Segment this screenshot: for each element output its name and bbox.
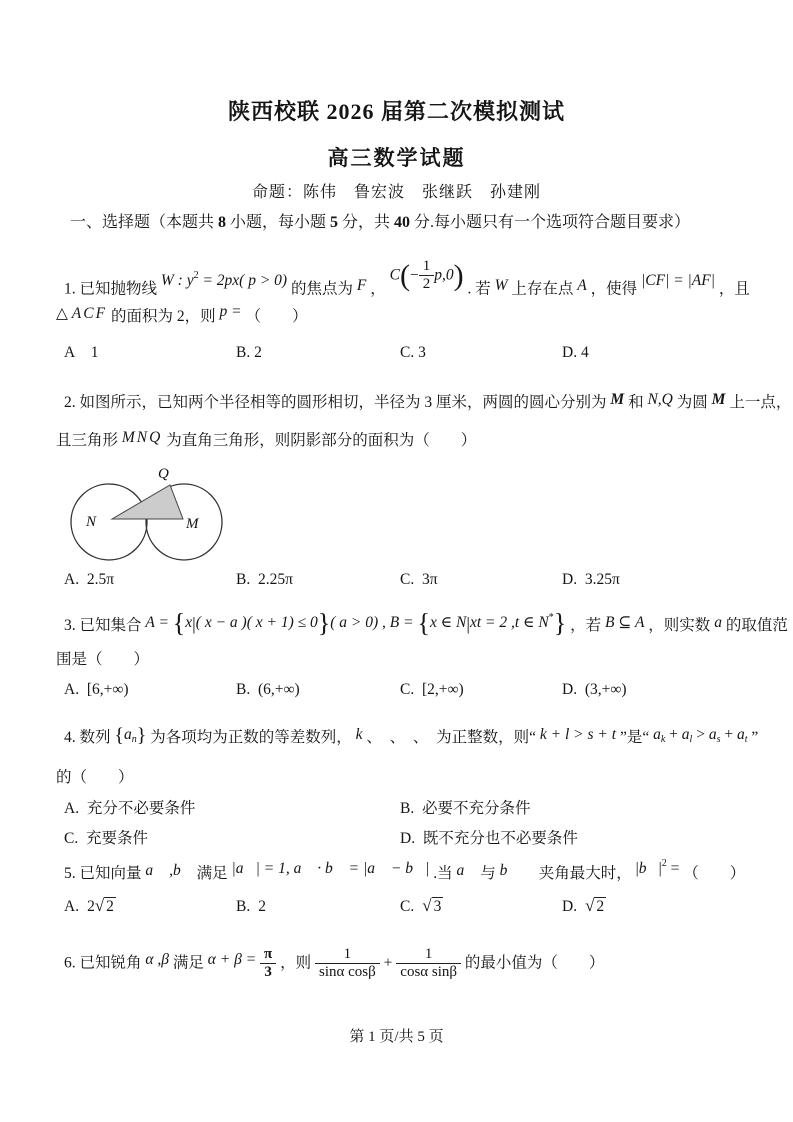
- option-label: C.: [400, 898, 415, 915]
- page-number: 第 1 页/共 5 页: [349, 1029, 444, 1045]
- subscript-n: n: [131, 734, 137, 745]
- q4-answer-blank: 的（ ）: [56, 769, 134, 786]
- page-title: 陕西校联 2026 届第二次模拟测试: [227, 99, 565, 124]
- q4-option-b: B. 必要不充分条件: [400, 800, 531, 817]
- q1-text: 的焦点为: [290, 280, 353, 298]
- q2-figure: [58, 462, 248, 577]
- vector-b: b⃗: [638, 860, 659, 877]
- radical-sign: √: [422, 896, 432, 915]
- q5-text: 与: [480, 865, 496, 882]
- question-5-line: [64, 858, 745, 885]
- q1-parabola-formula: [161, 265, 287, 292]
- q4-text: 数列: [79, 729, 111, 746]
- var-M: M: [610, 391, 625, 408]
- q2-number: 2.: [64, 394, 76, 411]
- q3-options: [0, 681, 793, 707]
- angle-sum-formula: α + β =: [207, 951, 257, 969]
- minus-sign: −: [409, 266, 419, 284]
- page-footer: [0, 1025, 793, 1046]
- formula-part: A =: [145, 614, 169, 631]
- q4-text: 为各项均为正数的等差数列，: [150, 729, 352, 746]
- subscript: t: [744, 734, 748, 745]
- q4-option-a: A. 充分不必要条件: [64, 800, 196, 817]
- section-1-header: [70, 209, 690, 232]
- q1-answer-blank: （ ）: [245, 308, 308, 325]
- q1-text: . 若: [467, 280, 491, 298]
- q2-text: 且三角形: [56, 432, 119, 449]
- klst-inequality: k + l > s + t: [539, 726, 617, 743]
- q3-text: 的取值范: [725, 617, 788, 634]
- question-2-line-1: [64, 392, 791, 414]
- q4-number: 4.: [64, 729, 76, 746]
- q3-option-b: B. (6,+∞): [236, 681, 300, 698]
- formula-part: x ∈ N: [429, 614, 467, 631]
- q4-option-c: C. 充要条件: [64, 830, 148, 847]
- q4-option-d: D. 既不充分也不必要条件: [400, 830, 578, 847]
- label-m: M: [186, 516, 199, 532]
- sequence-an: [114, 724, 146, 751]
- question-3-line-2: [56, 649, 149, 671]
- q4-text: 、 、 、 为正整数，则“: [366, 729, 537, 746]
- q5-text: 满足: [196, 865, 228, 882]
- circle-n: [71, 484, 147, 560]
- q3-option-a: A. [6,+∞): [64, 681, 129, 698]
- subscript: k: [660, 734, 666, 745]
- vectors-ab: a⃗ ,b⃗: [145, 862, 193, 879]
- exponent: 2: [193, 270, 199, 282]
- angles-alpha-beta: α ,β: [145, 951, 169, 969]
- vector-b: b⃗: [499, 862, 520, 879]
- q1-option-c: C. 3: [400, 344, 426, 361]
- q1-text: 上存在点: [511, 280, 574, 298]
- var-k: k: [355, 726, 363, 743]
- q1-option-b: B. 2: [236, 344, 262, 361]
- brace-right: }: [136, 724, 147, 747]
- paren-right: ): [453, 258, 464, 292]
- formula-part: xt = 2 ,t ∈ N: [470, 614, 549, 631]
- option-label: D.: [562, 898, 578, 915]
- q1-point-c-formula: [390, 258, 464, 294]
- q4-text: ”: [751, 729, 759, 746]
- brace-right: }: [553, 608, 567, 638]
- q5-option-d: [562, 896, 606, 916]
- subset-formula: B ⊆ A: [605, 614, 645, 631]
- q3-text: ，则实数: [648, 617, 711, 634]
- formula-part: p,0: [434, 266, 454, 284]
- var-a: a: [681, 726, 690, 743]
- q1-text: ，使得: [590, 280, 638, 298]
- q4-options-row-1: [0, 796, 793, 822]
- q3-number: 3.: [64, 617, 76, 634]
- label-n: N: [86, 514, 97, 530]
- q2-option-b: B. 2.25π: [236, 571, 293, 588]
- operator: +: [720, 726, 737, 743]
- question-1-line-1: [64, 258, 750, 308]
- equals: =: [666, 860, 680, 877]
- var-p-equals: p =: [219, 303, 242, 320]
- q2-option-d: D. 3.25π: [562, 571, 620, 588]
- var-MNQ: MNQ: [121, 429, 163, 446]
- radicand: 2: [596, 898, 605, 915]
- option-label: B.: [236, 898, 251, 915]
- q1-options: [0, 344, 793, 370]
- brace-right: }: [317, 608, 331, 638]
- q6-number: 6.: [64, 954, 76, 972]
- question-3-line-1: [64, 610, 788, 639]
- operator: >: [692, 726, 709, 743]
- q4-options-row-2: [0, 826, 793, 852]
- var-ACF: ACF: [71, 305, 108, 322]
- q6-text: 满足: [172, 954, 204, 972]
- numerator: 1: [396, 946, 461, 964]
- abs-bar: |: [635, 860, 639, 877]
- section-text: 小题，每小题: [226, 214, 331, 231]
- q5-option-b: [236, 896, 266, 916]
- question-1-line-2: [56, 303, 308, 328]
- brace-left: {: [172, 608, 186, 638]
- set-bar: |: [466, 613, 470, 634]
- q2-text: 和: [628, 394, 644, 411]
- q1-cf-af-formula: |CF| = |AF|: [641, 272, 715, 290]
- abs-bar: |: [658, 860, 662, 877]
- q5-options: [0, 896, 793, 922]
- label-q: Q: [158, 466, 169, 482]
- var-F: F: [356, 277, 367, 295]
- q5-answer-blank: （ ）: [683, 865, 746, 882]
- denominator: 3: [264, 964, 272, 981]
- q1-text: 已知抛物线: [79, 280, 158, 298]
- q3-text: 已知集合: [79, 617, 142, 634]
- var-M: M: [711, 391, 726, 408]
- var-a: a: [714, 614, 722, 631]
- q2-option-a: A. 2.5π: [64, 571, 115, 588]
- coefficient: 2: [258, 898, 266, 915]
- q1-text: ，: [370, 280, 386, 298]
- q3-text: ，若: [570, 617, 602, 634]
- q6-answer-blank: 的最小值为（ ）: [464, 954, 605, 972]
- q5-text: 夹角最大时，: [523, 865, 632, 882]
- section-text: 分，共: [338, 214, 395, 231]
- q1-option-a: A 1: [64, 344, 99, 361]
- subscript: s: [716, 734, 721, 745]
- question-4-line-2: [56, 767, 134, 789]
- radicand: 2: [106, 898, 114, 915]
- option-label: A.: [64, 898, 80, 915]
- q1-text: ，且: [718, 280, 750, 298]
- section-total: 40: [394, 214, 411, 231]
- fraction-half: [419, 258, 435, 294]
- q2-option-c: C. 3π: [400, 571, 438, 588]
- radical-sign: √: [585, 896, 595, 915]
- q2-text: 如图所示，已知两个半径相等的圆形相切，半径为 3 厘米，两圆的圆心分别为: [79, 394, 607, 411]
- q5-text: 已知向量: [79, 865, 142, 882]
- shaded-triangle: [112, 485, 183, 519]
- section-text: 一、选择题（本题共: [70, 214, 219, 231]
- denominator: 2: [422, 276, 431, 293]
- q4-text: ”是“: [619, 729, 650, 746]
- q3-option-d: D. (3,+∞): [562, 681, 627, 698]
- question-6-line: [64, 946, 604, 982]
- formula-part: x: [185, 614, 193, 631]
- q5-option-c: [400, 896, 443, 916]
- q3-option-c: C. [2,+∞): [400, 681, 464, 698]
- q3-set-formula: [145, 607, 566, 636]
- var-a: a: [124, 726, 132, 743]
- radical-sign: √: [94, 896, 105, 915]
- q1-text: 的面积为 2，则: [110, 308, 216, 325]
- var-A: A: [577, 277, 587, 295]
- numerator: π: [260, 946, 276, 964]
- question-4-line-1: [64, 724, 759, 754]
- var-a: a: [736, 726, 745, 743]
- numerator: 1: [315, 946, 380, 964]
- q5-number: 5.: [64, 865, 76, 882]
- question-2-line-2: [56, 430, 476, 452]
- page-subtitle: 高三数学试题: [327, 146, 466, 170]
- operator: +: [665, 726, 682, 743]
- ak-al-inequality: [653, 724, 747, 751]
- fraction-pi-3: [260, 946, 276, 982]
- vector-equation: |a⃗| = 1, a⃗ · b⃗ = |a⃗ − b⃗|: [231, 860, 430, 877]
- b-squared-formula: [636, 853, 680, 880]
- section-text: 分.每小题只有一个选项符合题目要求）: [410, 214, 691, 231]
- set-bar: |: [192, 613, 196, 634]
- var-a: a: [653, 726, 661, 743]
- var-C: C: [389, 266, 400, 284]
- numerator: 1: [419, 258, 435, 276]
- exponent: 2: [661, 858, 667, 869]
- q6-text: ，则: [280, 954, 312, 972]
- denominator: sinα cosβ: [319, 964, 376, 981]
- exponent: *: [548, 612, 554, 623]
- subscript: l: [689, 734, 693, 745]
- formula-part: = 2px( p > 0): [198, 272, 288, 290]
- plus-sign: +: [383, 954, 393, 972]
- q2-text: 上一点，: [729, 394, 792, 411]
- q6-text: 已知锐角: [79, 954, 142, 972]
- denominator: cosα sinβ: [400, 964, 458, 981]
- q2-options: [0, 571, 793, 597]
- fraction-cos-sin: [396, 946, 461, 982]
- brace-left: {: [417, 608, 430, 638]
- q2-text: 为直角三角形，则阴影部分的面积为（ ）: [166, 432, 477, 449]
- section-count: 8: [218, 214, 227, 231]
- q3-answer-blank: 围是（ ）: [56, 651, 150, 668]
- vector-a: a⃗: [456, 862, 477, 879]
- q1-option-d: D. 4: [562, 344, 589, 361]
- section-points: 5: [330, 214, 339, 231]
- formula-part: W : y: [160, 272, 194, 290]
- radicand: 3: [433, 898, 442, 915]
- paren-left: (: [399, 258, 410, 292]
- triangle-symbol: △: [56, 305, 68, 322]
- fraction-sin-cos: [315, 946, 380, 982]
- var-NQ: N,Q: [647, 391, 673, 408]
- coefficient: 2: [87, 898, 95, 915]
- q1-number: 1.: [64, 280, 76, 298]
- authors-line: 命题：陈伟 鲁宏波 张继跃 孙建刚: [251, 184, 541, 201]
- q5-text: .当: [433, 865, 453, 882]
- formula-part: ( a > 0) , B =: [330, 614, 414, 631]
- formula-part: ( x − a )( x + 1) ≤ 0: [195, 614, 318, 631]
- brace-left: {: [114, 724, 124, 747]
- var-a: a: [708, 726, 717, 743]
- var-W: W: [494, 277, 508, 295]
- q5-option-a: [64, 896, 116, 916]
- q2-text: 为圆: [676, 394, 708, 411]
